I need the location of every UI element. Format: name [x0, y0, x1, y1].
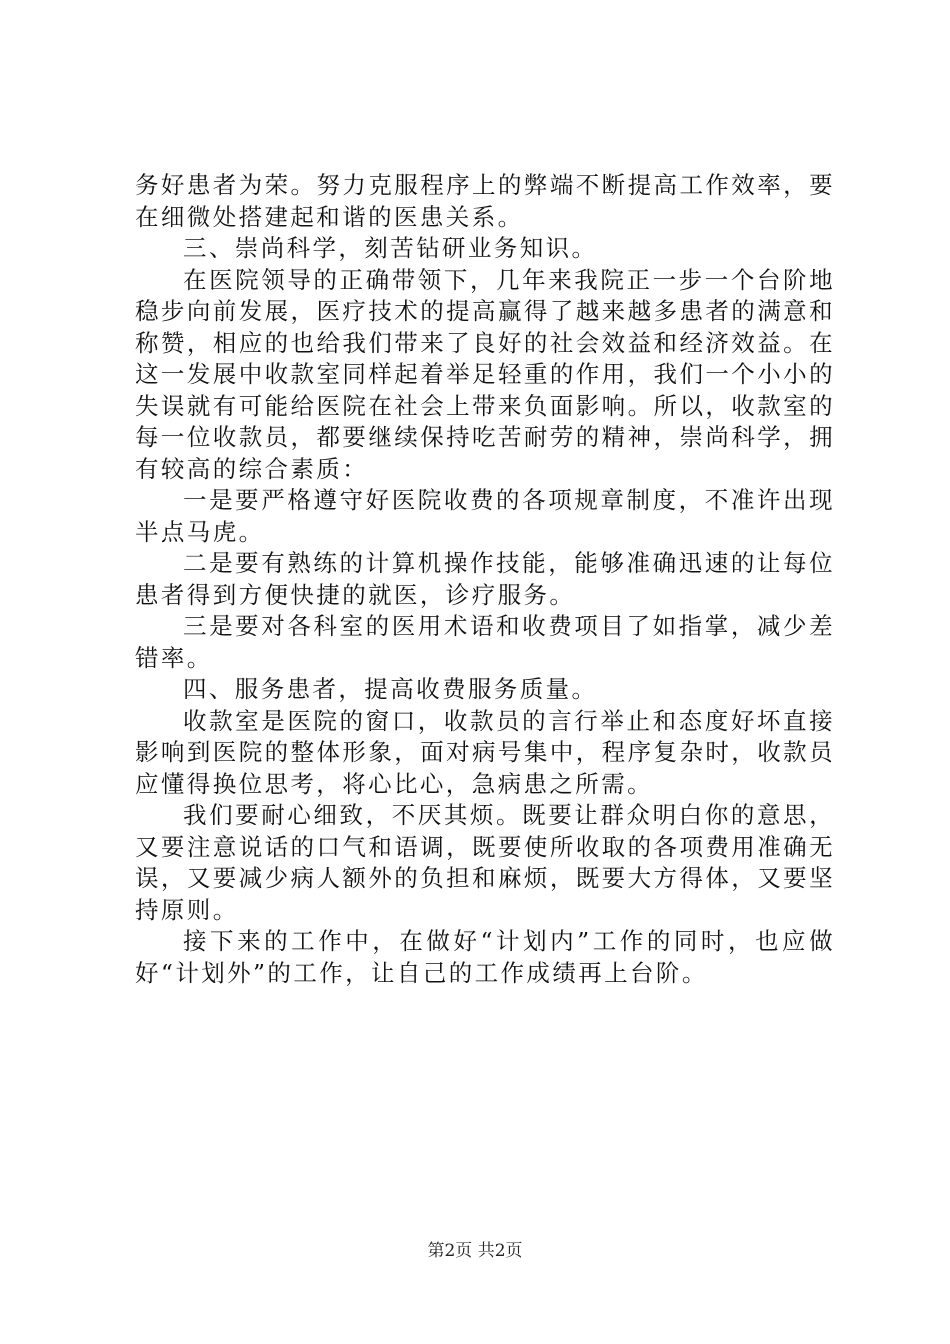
list-item-first: 一是要严格遵守好医院收费的各项规章制度，不准许出现半点马虎。 — [135, 486, 835, 546]
paragraph-closing: 接下来的工作中，在做好“计划内”工作的同时，也应做好“计划外”的工作，让自己的工作成绩再上台阶。 — [135, 927, 835, 987]
paragraph-window: 收款室是医院的窗口，收款员的言行举止和态度好坏直接影响到医院的整体形象，面对病号集中，程序复杂时，收款员应懂得换位思考，将心比心，急病患之所需。 — [135, 706, 835, 798]
page-footer — [0, 1240, 950, 1262]
page-number-label: 第2页 共2页 — [427, 1241, 523, 1261]
paragraph-continuation: 务好患者为荣。努力克服程序上的弊端不断提高工作效率，要在细微处搭建起和谐的医患关系。 — [135, 171, 835, 231]
paragraph-patience: 我们要耐心细致，不厌其烦。既要让群众明白你的意思，又要注意说话的口气和语调，既要使所收取的各项费用准确无误，又要减少病人额外的负担和麻烦，既要大方得体，又要坚持原则。 — [135, 801, 835, 924]
document-body — [135, 170, 835, 989]
section-heading-3: 三、崇尚科学，刻苦钻研业务知识。 — [183, 234, 598, 262]
list-item-second: 二是要有熟练的计算机操作技能，能够准确迅速的让每位患者得到方便快捷的就医，诊疗服务。 — [135, 549, 835, 609]
paragraph-development: 在医院领导的正确带领下，几年来我院正一步一个台阶地稳步向前发展，医疗技术的提高赢得了越来越多患者的满意和称赞，相应的也给我们带来了良好的社会效益和经济效益。在这一发展中收款室同样起着举足轻重的作用，我们一个小小的失误就有可能给医院在社会上带来负面影响。所以，收款室的每一位收款员，都要继续保持吃苦耐劳的精神，崇尚科学，拥有较高的综合素质： — [135, 265, 835, 483]
list-item-third: 三是要对各科室的医用术语和收费项目了如指掌，减少差错率。 — [135, 612, 835, 672]
section-heading-4: 四、服务患者，提高收费服务质量。 — [183, 675, 598, 703]
